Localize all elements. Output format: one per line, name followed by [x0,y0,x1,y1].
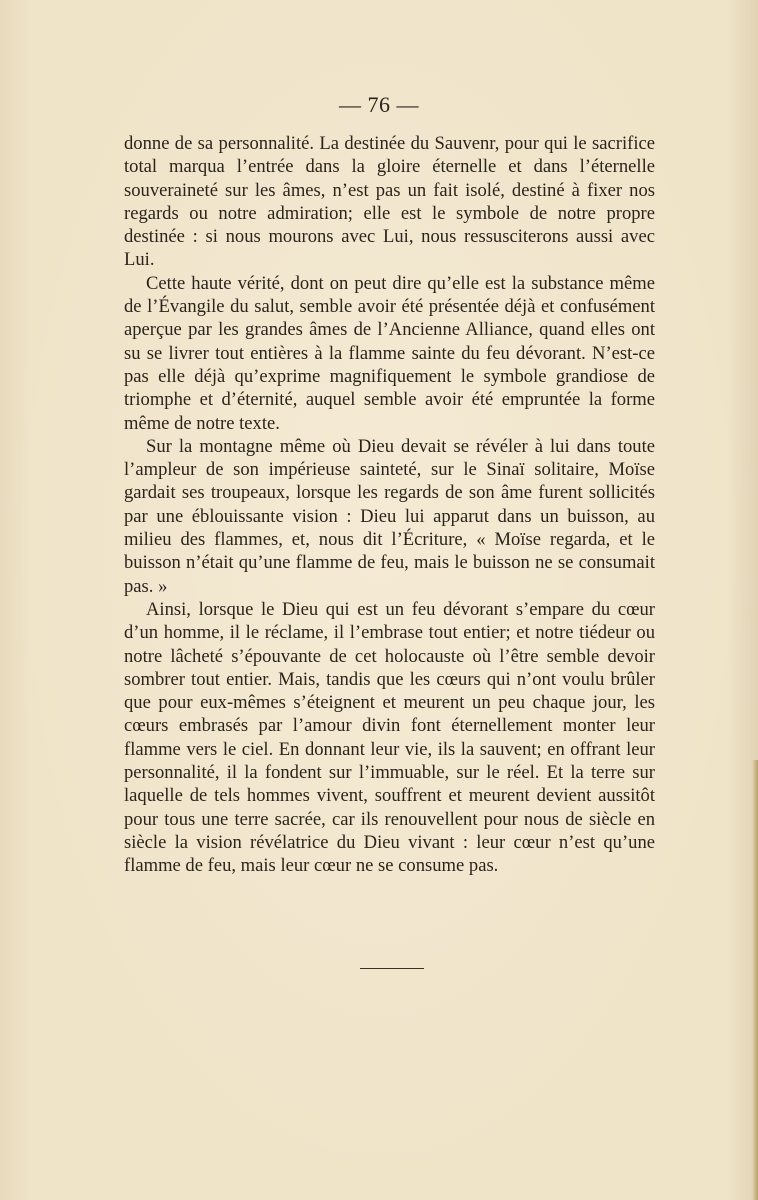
page-number: — 76 — [339,92,419,117]
paragraph: donne de sa personnalité. La destinée du Sauvenr, pour qui le sacrifice total marqua l’entrée dans la gloire éternelle et dans l’éternelle souveraineté sur les âmes, n’est pas un fait isolé, destiné à fixer nos regards ou notre admiration; elle est le symbole de notre propre destinée : si nous mourons avec Lui, nous ressusciterons aussi avec Lui. [124,133,655,271]
paragraph: Ainsi, lorsque le Dieu qui est un feu dévorant s’empare du cœur d’un homme, il le réclame, il l’embrase tout entier; et notre tiédeur ou notre lâcheté s’épouvante de cet holocauste où l’être semble devoir sombrer tout entier. Mais, tandis que les cœurs qui n’ont voulu brûler que pour eux-mêmes s’éteignent et meurent un peu chaque jour, les cœurs embrasés par l’amour divin font éternellement monter leur flamme vers le ciel. En donnant leur vie, ils la sauvent; en offrant leur personnalité, il la fondent sur l’immuable, sur le réel. Et la terre sur laquelle de tels hommes vivent, souffrent et meurent devient aussitôt pour tous une terre sacrée, car ils renouvellent pour nous de siècle en siècle la vision révélatrice du Dieu vivant : leur cœur n’est qu’une flamme de feu, mais leur cœur ne se consume pas. [124,598,655,877]
paragraph: Sur la montagne même où Dieu devait se révéler à lui dans toute l’ampleur de son impérieuse sainteté, sur le Sinaï solitaire, Moïse gardait ses troupeaux, lorsque les regards de son âme furent sollicités par une éblouissante vision : Dieu lui apparut dans un buisson, au milieu des flammes, et, nous dit l’Écriture, « Moïse regarda, et le buisson n’était qu’une flamme de feu, mais le buisson ne se consumait pas. » [124,435,655,597]
paragraph: Cette haute vérité, dont on peut dire qu’elle est la substance même de l’Évangile du salut, semble avoir été présentée déjà et confusément aperçue par les grandes âmes de l’Ancienne Alliance, quand elles ont su se livrer tout entières à la flamme sainte du feu dévorant. N’est-ce pas elle déjà qu’exprime magnifiquement le symbole grandiose de triomphe et d’éternité, auquel semble avoir été empruntée la forme même de notre texte. [124,272,655,434]
closing-rule [360,968,424,969]
page-edge [752,760,758,1200]
body-text [124,132,655,878]
